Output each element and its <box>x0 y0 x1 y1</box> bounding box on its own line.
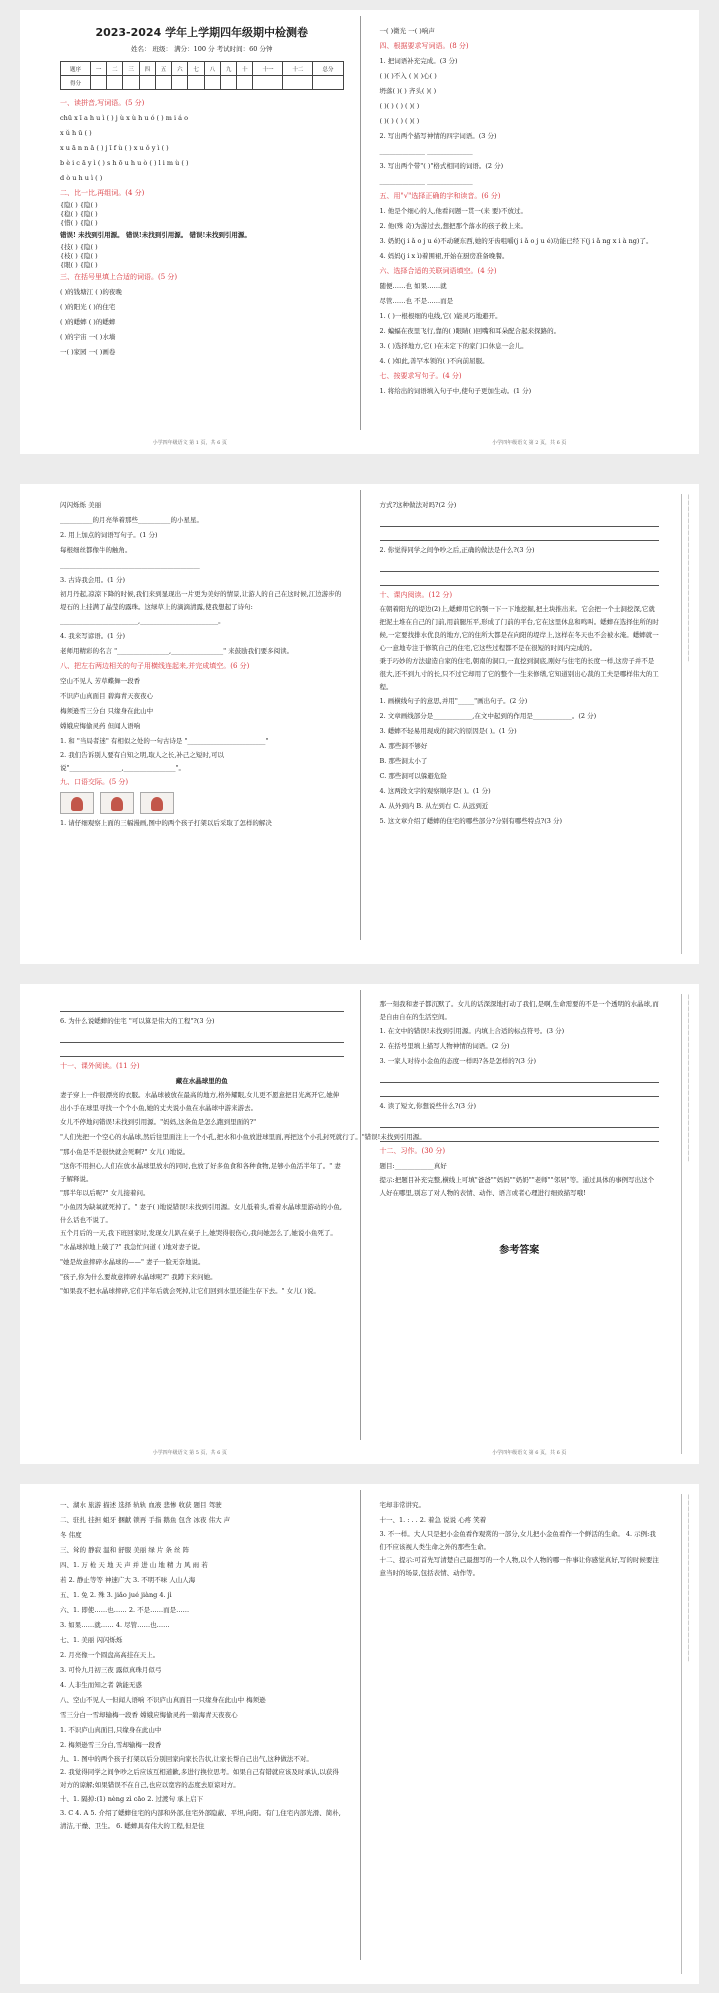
question-line: 2. 你觉得同学之间争吵之后,正确的做法是什么?(3 分) <box>379 546 535 554</box>
section-heading: 七、按要求写句子。(4 分) <box>379 372 462 380</box>
question-line: ( )( ) ( ) ( )( ) <box>379 102 420 110</box>
margin-mark: | <box>687 572 690 578</box>
question-line: 六、1. 即使……也…… 2. 不是……而是…… <box>60 1606 190 1614</box>
section-heading: 九、口语交际。(5 分) <box>60 778 129 786</box>
page1-left-column <box>20 10 360 454</box>
margin-mark: | <box>687 626 690 632</box>
margin-mark: | <box>687 1554 690 1560</box>
question-line: 方式?这种做法对吗?(2 分) <box>379 501 457 509</box>
margin-mark: | <box>687 1530 690 1536</box>
question-line: 十、1. 隔掉:(1) nèng zì cāo 2. 过渡句 承上启下 <box>60 1795 204 1803</box>
question-line: 3. ( )选择地方,它( )在未定下的家门口休息一会儿。 <box>379 342 528 350</box>
score-header-cell: 五 <box>155 62 171 76</box>
margin-mark: | <box>687 1072 690 1078</box>
question-line: 梅须逊雪三分白 只缘身在此山中 <box>60 707 154 715</box>
margin-mark: | <box>687 1524 690 1530</box>
section-heading: 十二、习作。(30 分) <box>379 1147 446 1155</box>
section-heading: 五、用"√"选择正确的字和读音。(6 分) <box>379 192 501 200</box>
question-line: 4. 妈妈(j i x ì)着围裙,开始在厨房准备晚餐。 <box>379 252 509 260</box>
margin-mark: | <box>687 1036 690 1042</box>
question-line: 2. 在括号里填上描写人物神情的词语。(2 分) <box>379 1042 510 1050</box>
margin-mark: | <box>687 650 690 656</box>
question-line: 2. 文章画线部分是____________,在文中起到的作用是____________。(2 分) <box>379 712 597 720</box>
margin-mark: | <box>687 1542 690 1548</box>
margin-mark: | <box>687 1578 690 1584</box>
question-line: {枝( ) {隐( ) <box>60 252 98 260</box>
question-line: {隐( ) {隐( ) <box>60 201 98 209</box>
question-line: A. 那些洞不够好 <box>379 742 428 750</box>
question-line: B. 那些洞太小了 <box>379 757 428 765</box>
score-entry-cell[interactable] <box>220 76 236 90</box>
exam-page-2 <box>20 484 699 964</box>
question-line: 3. C 4. A 5. 介绍了蟋蟀住宅的内部和外部,住宅外部隐蔽、平坦,向阳。有门,住宅内部光滑、简朴,清洁,干燥、卫生。 6. 蟋蟀具有伟大的工程,但是住 <box>60 1809 341 1830</box>
score-entry-cell[interactable] <box>313 76 343 90</box>
margin-mark: | <box>687 1584 690 1590</box>
score-header-cell: 九 <box>220 62 236 76</box>
score-entry-cell[interactable] <box>204 76 220 90</box>
answer-key-title: 参考答案 <box>499 1245 540 1256</box>
question-line: 一( )微光 一( )响声 <box>379 27 435 35</box>
question-line: chū x ī a h u ì ( ) j ù x ù h u ó ( ) m i á o <box>60 114 188 122</box>
question-line: 藏在水晶球里的鱼 <box>175 1077 228 1085</box>
margin-mark: | <box>687 1548 690 1554</box>
question-line: 一( )家园 一( )画卷 <box>60 348 116 356</box>
margin-mark: | <box>687 1518 690 1524</box>
section-heading: 二、比一比,再组词。(4 分) <box>60 189 145 197</box>
answer-line[interactable] <box>380 1085 660 1097</box>
margin-mark: | <box>687 1012 690 1018</box>
question-line: 不识庐山真面目 碧海青天夜夜心 <box>60 692 154 700</box>
margin-mark: | <box>687 1632 690 1638</box>
margin-mark: | <box>687 536 690 542</box>
question-line: "这你不用担心,人们在放水晶球里放水的同时,也放了好多鱼食和各种食物,足够小鱼活半年了。" 妻子解释说。 <box>60 1162 341 1183</box>
question-line: "那半年以后呢?" 女儿接着问。 <box>60 1189 150 1197</box>
score-header-cell: 八 <box>204 62 220 76</box>
question-line: 2. 月亮像一个圆盘高高挂在天上。 <box>60 1651 160 1659</box>
question-line: 4. 读了短文,你想说些什么?(3 分) <box>379 1102 477 1110</box>
question-line: "那小鱼是不是很快就会死啊?" 女儿( )地说。 <box>60 1148 190 1156</box>
margin-mark: | <box>687 1614 690 1620</box>
question-line: 若 2. 静止等等 神速广大 3. 不明不味 人山人海 <box>60 1576 196 1584</box>
question-line: 1. 将给出的词语填入句子中,使句子更加生动。(1 分) <box>379 387 532 395</box>
score-header-cell: 总分 <box>313 62 343 76</box>
section-heading: 十一、课外阅读。(11 分) <box>60 1062 140 1070</box>
comic-panel-image <box>60 792 94 814</box>
comic-strip <box>60 792 344 814</box>
score-table <box>60 61 344 90</box>
score-header-cell: 十一 <box>253 62 283 76</box>
question-line: 十一、1. : . . 2. 着急 说说 心疼 笑着 <box>379 1516 487 1524</box>
margin-mark: | <box>687 638 690 644</box>
question-line: 3. 蟋蟀不轻易用现成的洞穴的原因是( )。(1 分) <box>379 727 517 735</box>
question-line: "如果我不把水晶球摔碎,它们半年后就会死掉,让它们回到水里还能生存下去。" 女儿( )说。 <box>60 1287 320 1295</box>
question-line: 3. 古诗我会用。(1 分) <box>60 576 126 584</box>
question-line: 提示:把题目补充完整,横线上可填"爸爸""妈妈""奶奶""老师""邻居"等。通过具体的事例写出这个人好在哪里,别忘了对人物的表情、动作、语言或者心理进行细致描写哦! <box>379 1176 655 1197</box>
score-entry-cell[interactable] <box>188 76 204 90</box>
question-line: 5. 这文章介绍了蟋蟀的住宅的哪些部分?分别有哪些特点?(3 分) <box>379 817 563 825</box>
score-entry-cell[interactable] <box>123 76 139 90</box>
question-line: ( )的蟋蟀 ( )的蟋蟀 <box>60 318 116 326</box>
answer-line[interactable] <box>380 1130 660 1142</box>
margin-mark: | <box>687 1060 690 1066</box>
score-header-cell: 一 <box>90 62 106 76</box>
question-line: ______________ ______________ <box>379 147 473 155</box>
question-line: b è i c ā y ì ( ) s h ō u h u ò ( ) l i m ù ( ) <box>60 159 189 167</box>
question-line: 1. 不识庐山真面目,只缘身在此山中 <box>60 1726 162 1734</box>
question-line: 3. 奶奶(j i ǎ o j u é)不动硬东西,她的牙齿咀嚼(j i ǎ o j u é)功能已经下(j i ǎ ng x i à ng)了。 <box>379 237 653 245</box>
question-line: 一、湖水 旅游 描述 选择 轨轨 血液 悲惨 收获 题目 驾驶 <box>60 1501 222 1509</box>
question-line: 每根细丝都像牛的触角。 <box>60 546 132 554</box>
margin-mark: | <box>687 1566 690 1572</box>
question-line: 2. 蝙蝠在夜里飞行,靠的( )眼睛( )回嘴和耳朵配合起来探路的。 <box>379 327 561 335</box>
margin-mark: | <box>687 1626 690 1632</box>
margin-mark: | <box>687 1650 690 1656</box>
question-line: 随便……也 如果……就 <box>379 282 447 290</box>
answer-line[interactable] <box>380 515 660 527</box>
score-header-cell: 题序 <box>61 62 91 76</box>
margin-mark: | <box>687 1138 690 1144</box>
question-line: 3. 不一样。大人只是把小金鱼看作观赏的一部分,女儿把小金鱼看作一个鲜活的生命。 4. 示例:我们不应该视人类生命之外的那些生命。 <box>379 1530 656 1551</box>
question-line: {惜( ) {隐( ) <box>60 219 98 227</box>
question-line: 九、1. 图中的两个孩子打架以后分别回家向家长告状,让家长帮自己出气,这种做法不对。 <box>60 1755 313 1763</box>
score-header-cell: 六 <box>172 62 188 76</box>
question-line: 雪三分白一雪却输梅一段香 嫦娥应悔偷灵药一碧海青天夜夜心 <box>60 1711 238 1719</box>
margin-mark: | <box>687 578 690 584</box>
margin-mark: | <box>687 1572 690 1578</box>
page-footer: 小学四年级语文 第 5 页，共 6 页 <box>152 1450 227 1456</box>
answer-line[interactable] <box>60 1031 344 1043</box>
margin-mark: | <box>687 1006 690 1012</box>
question-line: 那一刻我和妻子都沉默了。女儿的话深深地打动了我们,是啊,生命需要的不是一个透明的水晶球,而是自由自在的生活空间。 <box>379 1000 659 1021</box>
margin-mark: | <box>687 1090 690 1096</box>
question-line: 八、空山不见人一但闻人语响 不识庐山真面目一只缘身在此山中 梅须逊 <box>60 1696 266 1704</box>
question-line: ________________________,________________________。 <box>60 617 225 625</box>
margin-mark: | <box>687 1536 690 1542</box>
margin-mark: | <box>687 602 690 608</box>
question-line: 1. 请仔细观察上面的三幅漫画,图中的两个孩子打架以后采取了怎样的解决 <box>60 819 272 827</box>
answer-line[interactable] <box>60 1045 344 1057</box>
question-line: 在朝着阳光的堤边(2)上,蟋蟀用它的颚一下一下地挖掘,把土块推出来。它会把一个土洞挖深,它就把泥土堆在自己的门前,用前腿压平,形成了门前的平台,它在这里休息和鸣叫。蟋蟀在选择住所的时候,一定要找排水优良的地方,它的住所大都是在向阳的堤岸上,这样在冬天也不会被水淹。蟋蟀就一心一意地专注于修筑自己的住宅,它这些过程都不是在很短的时间内完成的。 <box>379 605 659 652</box>
question-line: "小鱼因为缺氧就死掉了。" 妻子( )地说错误!未找到引用源。女儿低着头,看着水晶球里游动的小鱼,什么话也不说了。 <box>60 1203 342 1224</box>
question-line: ( )的阳光 ( )的住宅 <box>60 303 116 311</box>
page4-right-column <box>360 1484 700 1984</box>
margin-mark: | <box>687 1042 690 1048</box>
exam-page-3 <box>20 984 699 1464</box>
question-line: ______________ ______________ <box>379 177 473 185</box>
margin-mark: | <box>687 1602 690 1608</box>
question-line: 尽管……也 不是……而是 <box>379 297 454 305</box>
margin-mark: | <box>687 1030 690 1036</box>
exam-title: 2023-2024 学年上学期四年级期中检测卷 <box>95 26 309 39</box>
margin-mark: | <box>687 1018 690 1024</box>
question-line: 3. 如果……就…… 4. 尽管……也…… <box>60 1621 170 1629</box>
question-line: 初月丹起,凉涼下降的时候,我们来到显现出一片更为美好的情景,让游人的自己在这时候,江边游步的堤石的上挂满了晶莹的露珠。这绿草上的滴滴清露,使我想起了诗句: <box>60 590 342 611</box>
section-heading: 四、根据要求写词语。(8 分) <box>379 42 469 50</box>
margin-mark: | <box>687 1644 690 1650</box>
question-line: 四、1. 万 枪 天 地 天 声 并 进 山 地 精 力 风 雨 若 <box>60 1561 208 1569</box>
score-header-cell: 十 <box>237 62 253 76</box>
margin-mark: | <box>687 542 690 548</box>
margin-mark: | <box>687 548 690 554</box>
question-line: 1. ( )一根根细的电线,它( )能灵巧地避开。 <box>379 312 502 320</box>
score-entry-cell[interactable] <box>155 76 171 90</box>
margin-mark: | <box>687 608 690 614</box>
question-line: 1. 把词语补充完成。(3 分) <box>379 57 458 65</box>
question-line: 2. 梅须逊雪三分白,雪却输梅一段香 <box>60 1741 162 1749</box>
margin-mark: | <box>687 1494 690 1500</box>
question-line: 五、1. 免 2. 殊 3. jiǎo jué jiàng 4. jì <box>60 1591 172 1599</box>
question-line: 4. 人非生而知之者 孰能无惑 <box>60 1681 142 1689</box>
question-line: 4. 我来写谚语。(1 分) <box>60 632 126 640</box>
page-footer: 小学四年级语文 第 2 页，共 6 页 <box>492 440 567 446</box>
question-line: 4. 这两段文字的观察顺序是( )。(1 分) <box>379 787 491 795</box>
question-line: 老师用精彩的名言 "________________,________________" 来鼓励我们要多阅读。 <box>60 647 294 655</box>
margin-mark: | <box>687 512 690 518</box>
margin-mark: | <box>687 1066 690 1072</box>
binding-margin <box>681 994 695 1454</box>
question-line: "孩子,你为什么要故意摔碎水晶球呢?" 我蹲下来问她。 <box>60 1273 217 1281</box>
margin-mark: | <box>687 1114 690 1120</box>
question-line: 3. 一家人对待小金鱼的态度一样吗?各是怎样的?(3 分) <box>379 1057 537 1065</box>
margin-mark: | <box>687 1120 690 1126</box>
question-line: ___________________________________________ <box>60 561 200 569</box>
margin-mark: | <box>687 1156 690 1162</box>
question-line: ( )的宇宙 一( )水墙 <box>60 333 116 341</box>
margin-mark: | <box>687 1108 690 1114</box>
question-line: {眼( ) {隐( ) <box>60 261 98 269</box>
margin-mark: | <box>687 1590 690 1596</box>
margin-mark: | <box>687 506 690 512</box>
margin-mark: | <box>687 1506 690 1512</box>
page1-left-content <box>60 96 344 360</box>
score-entry-cell[interactable] <box>139 76 155 90</box>
exam-page-1 <box>20 10 699 454</box>
answer-line[interactable] <box>380 560 660 572</box>
score-entry-cell[interactable] <box>253 76 283 90</box>
score-label-cell: 得分 <box>61 76 91 90</box>
question-line: 冬 伟度 <box>60 1531 82 1539</box>
margin-mark: | <box>687 566 690 572</box>
score-header-cell: 三 <box>123 62 139 76</box>
question-line: 闪闪烁烁 美丽 <box>60 501 102 509</box>
margin-mark: | <box>687 1638 690 1644</box>
margin-mark: | <box>687 1084 690 1090</box>
comic-panel-image <box>140 792 174 814</box>
question-line: 七、1. 美丽 闪闪烁烁 <box>60 1636 123 1644</box>
page3-right-content <box>380 998 660 1200</box>
question-line: 坍落( )( ) 齐头( )( ) <box>379 87 437 95</box>
margin-mark: | <box>687 994 690 1000</box>
score-entry-cell[interactable] <box>90 76 106 90</box>
margin-mark: | <box>687 1078 690 1084</box>
margin-mark: | <box>687 1132 690 1138</box>
question-line: 错误! 未找到引用源。 错误!未找到引用源。 错误!未找到引用源。 <box>60 231 251 239</box>
page-footer: 小学四年级语文 第 6 页，共 6 页 <box>492 1450 567 1456</box>
question-line: "水晶球掉地上破了?" 我急忙问道 ( )地对妻子说。 <box>60 1243 205 1251</box>
question-line: d ò u h u ì ( ) <box>60 174 103 182</box>
score-header-cell: 十二 <box>283 62 313 76</box>
page1-right-column <box>360 10 700 454</box>
exam-info: 姓名： 班级： 满分：100 分 考试时间：60 分钟 <box>130 45 273 53</box>
margin-mark: | <box>687 494 690 500</box>
question-line: 4. ( )如此,善罕本领的( )不向前屈服。 <box>379 357 489 365</box>
question-line: 五个月后的一天,我下班回家时,发现女儿趴在桌子上,她哭得很伤心,我问她怎么了,她说小鱼死了。 <box>60 1229 337 1237</box>
comic-panel-image <box>100 792 134 814</box>
margin-mark: | <box>687 500 690 506</box>
margin-mark: | <box>687 1102 690 1108</box>
page3-right-column <box>360 984 700 1464</box>
question-line: 1. 在文中的错误!未找到引用源。内填上合适的标点符号。(3 分) <box>379 1027 565 1035</box>
score-header-cell: 二 <box>107 62 123 76</box>
margin-mark: | <box>687 1054 690 1060</box>
question-line: x ǔ h ū ( ) <box>60 129 92 137</box>
question-line: ( )( )不入 ( )( )心( ) <box>379 72 437 80</box>
margin-mark: | <box>687 518 690 524</box>
margin-mark: | <box>687 1000 690 1006</box>
page4-left-column <box>20 1484 360 1984</box>
question-line: C. 那些洞可以躲避危险 <box>379 772 447 780</box>
margin-mark: | <box>687 1656 690 1662</box>
question-line: ( )( ) ( ) ( )( ) <box>379 117 420 125</box>
question-line: A. 从外到内 B. 从左到右 C. 从远到近 <box>379 802 489 810</box>
answer-line[interactable] <box>380 574 660 586</box>
question-line: 2. 他(殊 奇)为游过去,想把那个落水的孩子救上来。 <box>379 222 527 230</box>
score-entry-cell[interactable] <box>283 76 313 90</box>
margin-mark: | <box>687 632 690 638</box>
question-line: 6. 为什么说蟋蟀的住宅 "可以算是伟大的工程"?(3 分) <box>60 1017 215 1025</box>
question-line: "人们先把一个空心的水晶球,然后往里面注上一个小孔,把水和小鱼放进球里面,再把这个小孔封死就行了。"错误!未找到引用源。 <box>60 1133 426 1141</box>
question-line: 二、驻扎 挂担 蛆牙 捆献 锁再 手指 鹅鱼 包含 冰夜 伟大 声 <box>60 1516 231 1524</box>
margin-mark: | <box>687 1150 690 1156</box>
margin-mark: | <box>687 1512 690 1518</box>
question-line: "她是故意摔碎水晶球的——" 妻子一脸无奈地说。 <box>60 1258 205 1266</box>
question-line: {稳( ) {隐( ) <box>60 210 98 218</box>
question-line: ( )的钱塘江 ( )的夜晚 <box>60 288 122 296</box>
answer-line[interactable] <box>60 1000 344 1012</box>
question-line: 女儿不停地问错误!未找到引用源。"妈妈,这条鱼是怎么跑到里面的?" <box>60 1118 257 1126</box>
margin-mark: | <box>687 1024 690 1030</box>
question-line: 宅却非常讲究。 <box>379 1501 425 1509</box>
margin-mark: | <box>687 1596 690 1602</box>
question-line: 题目:____________真好 <box>379 1162 447 1170</box>
margin-mark: | <box>687 524 690 530</box>
question-line: 秉于巧妙的方法建造自家的住宅,朝南的洞口,一直挖到洞底,刚好与住宅的长度一样,这房子并不是很大,还不到九寸的长,只不过它却用了它的整个一生来修缮,它知道别出心裁的工夫是哪样伟大的工程。 <box>379 657 659 691</box>
page2-left-column <box>20 484 360 964</box>
margin-mark: | <box>687 530 690 536</box>
answer-line[interactable] <box>380 1071 660 1083</box>
margin-mark: | <box>687 560 690 566</box>
question-line: 1. 画横线句子的意思,并用"_____"画出句子。(2 分) <box>379 697 528 705</box>
question-line: 3. 写出两个带"( )"格式相同的词语。(2 分) <box>379 162 504 170</box>
margin-mark: | <box>687 1560 690 1566</box>
page-footer: 小学四年级语文 第 1 页，共 6 页 <box>152 440 227 446</box>
margin-mark: | <box>687 1620 690 1626</box>
question-line: 空山不见人 芳草蝶舞一段香 <box>60 677 141 685</box>
margin-mark: | <box>687 656 690 662</box>
score-header-cell: 四 <box>139 62 155 76</box>
margin-mark: | <box>687 1500 690 1506</box>
margin-mark: | <box>687 614 690 620</box>
binding-margin <box>681 494 695 954</box>
answer-line[interactable] <box>380 1116 660 1128</box>
question-line: 十二、提示:可首先写清楚自己最想写的一个人物,以个人物的哪一件事让你感觉真好,写的时候要注意当时的场景,包括表情、动作等。 <box>379 1556 659 1577</box>
margin-mark: | <box>687 1048 690 1054</box>
section-heading: 三、在括号里填上合适的词语。(5 分) <box>60 273 178 281</box>
question-line: 3. 可怜九月初三夜 露似真珠月似弓 <box>60 1666 162 1674</box>
section-heading: 十、课内阅读。(12 分) <box>379 591 453 599</box>
margin-mark: | <box>687 1144 690 1150</box>
question-line: 2. 用上加点的词语写句子。(1 分) <box>60 531 158 539</box>
margin-mark: | <box>687 1126 690 1132</box>
margin-mark: | <box>687 1096 690 1102</box>
question-line: 妻子穿上一件很漂亮的衣服。水晶球被放在最高的地方,格外耀眼,女儿更不愿意把目光离开它,她伸出小手在球里寻找一个个小鱼,她的丈夫说小鱼在水晶球中游来游去。 <box>60 1091 340 1112</box>
margin-mark: | <box>687 584 690 590</box>
question-line: 1. 和 "当局者迷" 有相似之处的一句古诗是 "________________________" <box>60 737 269 745</box>
margin-mark: | <box>687 620 690 626</box>
section-heading: 八、把左右两边相关的句子用横线连起来,并完成填空。(6 分) <box>60 662 250 670</box>
question-line: __________的月亮举着那些__________的小星星。 <box>60 516 203 524</box>
question-line: 嫦娥应悔偷灵药 但闻人语响 <box>60 722 141 730</box>
answer-line[interactable] <box>380 529 660 541</box>
margin-mark: | <box>687 596 690 602</box>
question-line: 1. 他是个细心的人,他看问题一贯一(来 要)不放过。 <box>379 207 527 215</box>
section-heading: 六、选择合适的关联词语填空。(4 分) <box>379 267 497 275</box>
margin-mark: | <box>687 554 690 560</box>
question-line: 三、耸的 静寂 温和 舒服 美丽 绿 片 条 丝 阵 <box>60 1546 190 1554</box>
score-entry-cell[interactable] <box>107 76 123 90</box>
score-entry-cell[interactable] <box>237 76 253 90</box>
margin-mark: | <box>687 590 690 596</box>
score-entry-cell[interactable] <box>172 76 188 90</box>
page2-right-column <box>360 484 700 964</box>
margin-mark: | <box>687 1608 690 1614</box>
margin-mark: | <box>687 644 690 650</box>
question-line: x u ā n n ā ( ) j ī f ù ( ) x u ǒ y ì ( ) <box>60 144 169 152</box>
answer-page <box>20 1484 699 1984</box>
question-line: 2. 写出两个描写神情的四字词语。(3 分) <box>379 132 497 140</box>
question-line: 2. 我觉得同学之间争吵之后应该互相道歉,多进行换位思考。如果自己有错就应该及时承认,以获得对方的谅解;如果错误不在自己,也应以宽容的态度去原谅对方。 <box>60 1768 339 1789</box>
question-line: 2. 我们告诉别人要有自知之明,取人之长,补己之短时,可以说"________________,________________"。 <box>60 751 224 772</box>
score-header-cell: 七 <box>188 62 204 76</box>
binding-margin <box>681 1494 695 1974</box>
question-line: {技( ) {隐( ) <box>60 243 98 251</box>
section-heading: 一、读拼音,写词语。(5 分) <box>60 99 145 107</box>
